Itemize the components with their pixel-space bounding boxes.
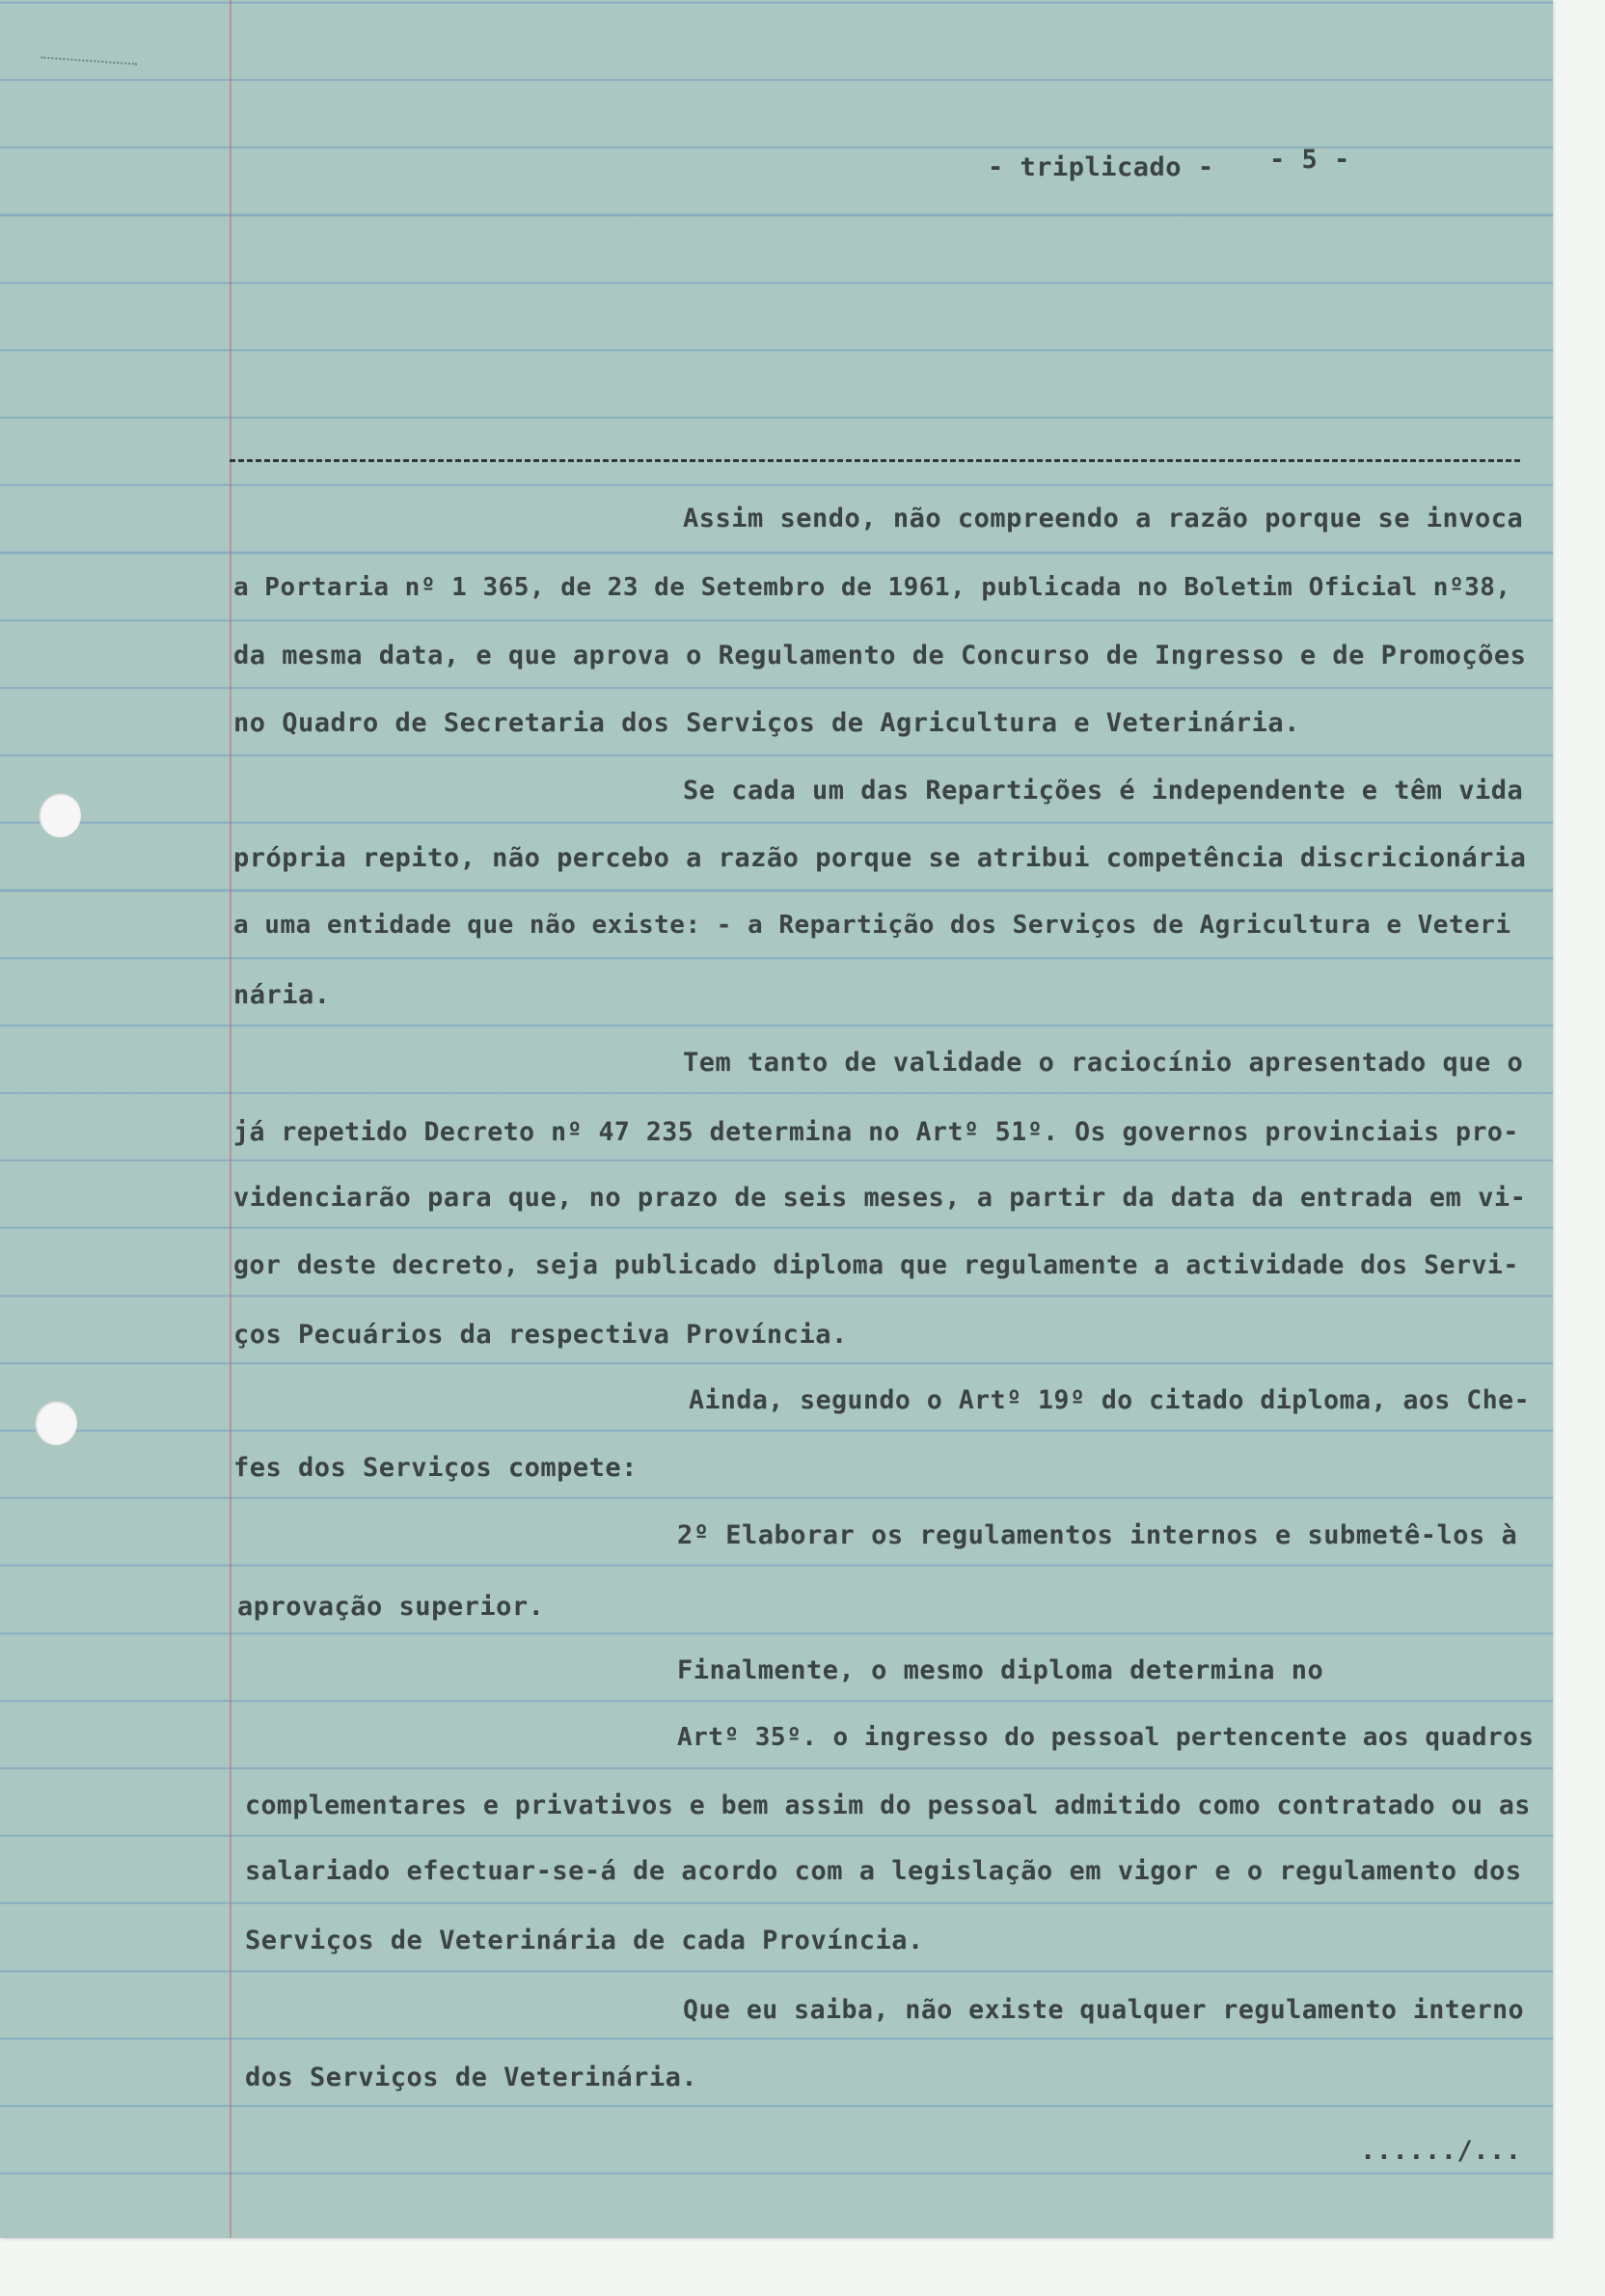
- body-line: da mesma data, e que aprova o Regulamento de Concurso de Ingresso e de Promoções: [233, 641, 1527, 670]
- body-line: salariado efectuar-se-á de acordo com a legislação em vigor e o regulamento dos: [245, 1856, 1522, 1886]
- header-separator: [230, 459, 1520, 462]
- body-line: Serviços de Veterinária de cada Província.: [245, 1926, 924, 1955]
- body-line: ços Pecuários da respectiva Província.: [233, 1320, 848, 1350]
- punch-hole-bottom: [35, 1401, 77, 1445]
- body-line: gor deste decreto, seja publicado diploma que regulamente a actividade dos Servi-: [233, 1250, 1519, 1280]
- copy-label: - triplicado -: [988, 152, 1214, 182]
- body-line: já repetido Decreto nº 47 235 determina no Artº 51º. Os governos provinciais pro-: [233, 1117, 1519, 1147]
- body-line: própria repito, não percebo a razão porque se atribui competência discricionária: [233, 843, 1527, 873]
- body-line: a Portaria nº 1 365, de 23 de Setembro de 1961, publicada no Boletim Oficial nº38,: [233, 573, 1511, 602]
- body-line: no Quadro de Secretaria dos Serviços de Agricultura e Veterinária.: [233, 708, 1300, 738]
- ink-smudge: [41, 57, 137, 73]
- body-line: Ainda, segundo o Artº 19º do citado diploma, aos Che-: [689, 1385, 1531, 1415]
- body-line: Finalmente, o mesmo diploma determina no: [677, 1655, 1324, 1685]
- body-line: fes dos Serviços compete:: [233, 1453, 638, 1483]
- body-line: Tem tanto de validade o raciocínio apresentado que o: [683, 1048, 1524, 1078]
- body-line: aprovação superior.: [237, 1592, 545, 1622]
- body-line: Que eu saiba, não existe qualquer regulamento interno: [683, 1995, 1525, 2025]
- body-line: videnciarão para que, no prazo de seis meses, a partir da data da entrada em vi-: [233, 1183, 1527, 1213]
- body-line: complementares e privativos e bem assim do pessoal admitido como contratado ou as: [245, 1790, 1531, 1820]
- body-line: Se cada um das Repartições é independente e têm vida: [683, 776, 1524, 806]
- body-line: a uma entidade que não existe: - a Repartição dos Serviços de Agricultura e Veteri: [233, 911, 1511, 940]
- margin-rule: [230, 0, 231, 2238]
- body-line: dos Serviços de Veterinária.: [245, 2063, 698, 2092]
- punch-hole-top: [39, 793, 81, 837]
- body-line: nária.: [233, 980, 331, 1010]
- body-line: Assim sendo, não compreendo a razão porque se invoca: [683, 504, 1524, 533]
- body-line: 2º Elaborar os regulamentos internos e submetê-los à: [677, 1520, 1518, 1550]
- continuation-mark: ....../...: [1360, 2136, 1522, 2166]
- body-line: Artº 35º. o ingresso do pessoal pertencente aos quadros: [677, 1723, 1535, 1752]
- page-number: - 5 -: [1269, 145, 1350, 175]
